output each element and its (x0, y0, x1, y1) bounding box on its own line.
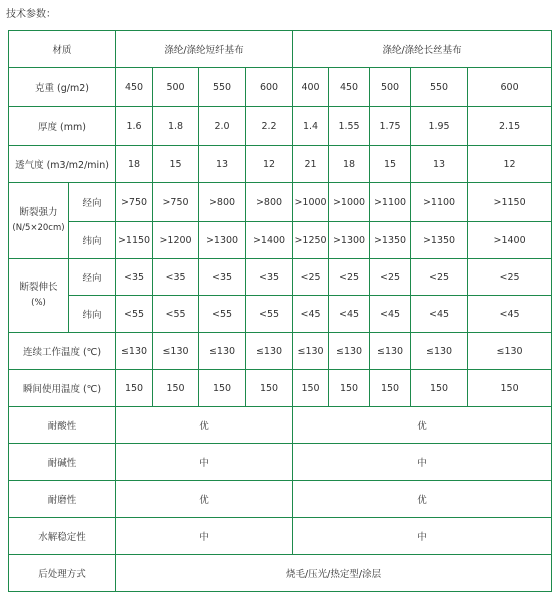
table-cell: >1350 (370, 222, 411, 259)
table-cell: <35 (199, 259, 246, 296)
table-cell: 优 (293, 407, 552, 444)
table-cell: 优 (116, 407, 293, 444)
table-cell: <45 (293, 296, 329, 333)
elongation-label-cell (9, 259, 69, 333)
table-cell: 优 (116, 481, 293, 518)
header-row (9, 31, 552, 68)
table-cell: <35 (116, 259, 153, 296)
table-cell: 18 (116, 146, 153, 183)
strength-warp-label: 经向 (69, 183, 116, 222)
table-cell: 中 (293, 444, 552, 481)
table-cell: 1.75 (370, 107, 411, 146)
table-cell: 150 (116, 370, 153, 407)
table-cell: >800 (246, 183, 293, 222)
table-cell: <25 (411, 259, 468, 296)
table-cell: 中 (293, 518, 552, 555)
table-cell: <55 (153, 296, 199, 333)
table-cell: 1.6 (116, 107, 153, 146)
table-cell: 150 (468, 370, 552, 407)
table-cell: <35 (246, 259, 293, 296)
weight-row (9, 68, 552, 107)
table-cell: ≤130 (411, 333, 468, 370)
table-cell: >1150 (468, 183, 552, 222)
table-cell: 2.2 (246, 107, 293, 146)
table-cell: >800 (199, 183, 246, 222)
table-cell: 13 (411, 146, 468, 183)
table-cell: >1250 (293, 222, 329, 259)
hydrolysis-stability-label: 水解稳定性 (9, 518, 116, 555)
table-cell: 500 (153, 68, 199, 107)
table-cell: ≤130 (199, 333, 246, 370)
material-header: 材质 (9, 31, 116, 68)
strength-weft-label: 纬向 (69, 222, 116, 259)
table-cell: 450 (329, 68, 370, 107)
table-cell: 150 (293, 370, 329, 407)
alkali-resistance-row (9, 444, 552, 481)
table-cell: 优 (293, 481, 552, 518)
thickness-label: 厚度 (mm) (9, 107, 116, 146)
hydrolysis-stability-row (9, 518, 552, 555)
table-cell: <25 (468, 259, 552, 296)
elongation-warp-row (9, 259, 552, 296)
long-fiber-header: 涤纶/涤纶长丝基布 (293, 31, 552, 68)
table-cell: 550 (411, 68, 468, 107)
acid-resistance-label: 耐酸性 (9, 407, 116, 444)
table-cell: >1150 (116, 222, 153, 259)
continuous-temp-row (9, 333, 552, 370)
thickness-row (9, 107, 552, 146)
table-cell: 2.0 (199, 107, 246, 146)
table-cell: 150 (199, 370, 246, 407)
alkali-resistance-label: 耐碱性 (9, 444, 116, 481)
elongation-warp-label: 经向 (69, 259, 116, 296)
table-cell: 450 (116, 68, 153, 107)
table-cell: <55 (116, 296, 153, 333)
table-cell: 600 (468, 68, 552, 107)
abrasion-resistance-row (9, 481, 552, 518)
post-treatment-label: 后处理方式 (9, 555, 116, 592)
elongation-weft-label: 纬向 (69, 296, 116, 333)
table-cell: 12 (246, 146, 293, 183)
table-cell: 中 (116, 444, 293, 481)
table-cell: 1.4 (293, 107, 329, 146)
table-cell: <25 (293, 259, 329, 296)
table-cell: 15 (153, 146, 199, 183)
table-cell: <55 (199, 296, 246, 333)
table-cell: 400 (293, 68, 329, 107)
strength-warp-row (9, 183, 552, 222)
table-cell: <35 (153, 259, 199, 296)
table-cell: ≤130 (153, 333, 199, 370)
instant-temp-row (9, 370, 552, 407)
table-cell: 150 (329, 370, 370, 407)
elongation-label: 断裂伸长 (19, 282, 58, 293)
table-cell: >1000 (329, 183, 370, 222)
short-fiber-header: 涤纶/涤纶短纤基布 (116, 31, 293, 68)
table-cell: ≤130 (293, 333, 329, 370)
table-cell: >1100 (411, 183, 468, 222)
table-cell: ≤130 (468, 333, 552, 370)
instant-temp-label: 瞬间使用温度 (℃) (9, 370, 116, 407)
strength-unit: (N/5×20cm) (12, 223, 65, 233)
table-cell: 中 (116, 518, 293, 555)
table-cell: ≤130 (246, 333, 293, 370)
table-cell: 150 (370, 370, 411, 407)
weight-label: 克重 (g/m2) (9, 68, 116, 107)
table-cell: 13 (199, 146, 246, 183)
post-treatment-row (9, 555, 552, 592)
strength-weft-row (9, 222, 552, 259)
strength-label: 断裂强力 (19, 207, 58, 218)
table-cell: 18 (329, 146, 370, 183)
table-cell: 550 (199, 68, 246, 107)
table-cell: <25 (329, 259, 370, 296)
table-cell: 150 (246, 370, 293, 407)
table-cell: <25 (370, 259, 411, 296)
table-cell: >750 (116, 183, 153, 222)
table-cell: >1000 (293, 183, 329, 222)
table-cell: 1.55 (329, 107, 370, 146)
table-cell: 1.95 (411, 107, 468, 146)
permeability-row (9, 146, 552, 183)
table-cell: >1300 (199, 222, 246, 259)
table-cell: <45 (411, 296, 468, 333)
table-cell: 12 (468, 146, 552, 183)
table-cell: 150 (153, 370, 199, 407)
table-cell: >1350 (411, 222, 468, 259)
table-cell: 150 (411, 370, 468, 407)
table-cell: 600 (246, 68, 293, 107)
doc-title: 技术参数： (6, 9, 56, 20)
table-cell: 1.8 (153, 107, 199, 146)
table-cell: >1400 (468, 222, 552, 259)
table-cell: >1100 (370, 183, 411, 222)
permeability-label: 透气度 (m3/m2/min) (9, 146, 116, 183)
table-cell: >750 (153, 183, 199, 222)
table-cell: ≤130 (116, 333, 153, 370)
abrasion-resistance-label: 耐磨性 (9, 481, 116, 518)
table-cell: >1400 (246, 222, 293, 259)
spec-table (8, 30, 552, 592)
table-cell: <45 (468, 296, 552, 333)
elongation-unit: (%) (31, 298, 46, 308)
table-cell: ≤130 (370, 333, 411, 370)
table-cell: <45 (329, 296, 370, 333)
table-cell: 21 (293, 146, 329, 183)
post-treatment-value: 烧毛/压光/热定型/涂层 (116, 555, 552, 592)
table-cell: 2.15 (468, 107, 552, 146)
table-cell: >1200 (153, 222, 199, 259)
elongation-weft-row (9, 296, 552, 333)
table-cell: >1300 (329, 222, 370, 259)
strength-label-cell (9, 183, 69, 259)
table-cell: 15 (370, 146, 411, 183)
table-cell: ≤130 (329, 333, 370, 370)
table-cell: <45 (370, 296, 411, 333)
acid-resistance-row (9, 407, 552, 444)
table-cell: <55 (246, 296, 293, 333)
continuous-temp-label: 连续工作温度 (℃) (9, 333, 116, 370)
table-cell: 500 (370, 68, 411, 107)
